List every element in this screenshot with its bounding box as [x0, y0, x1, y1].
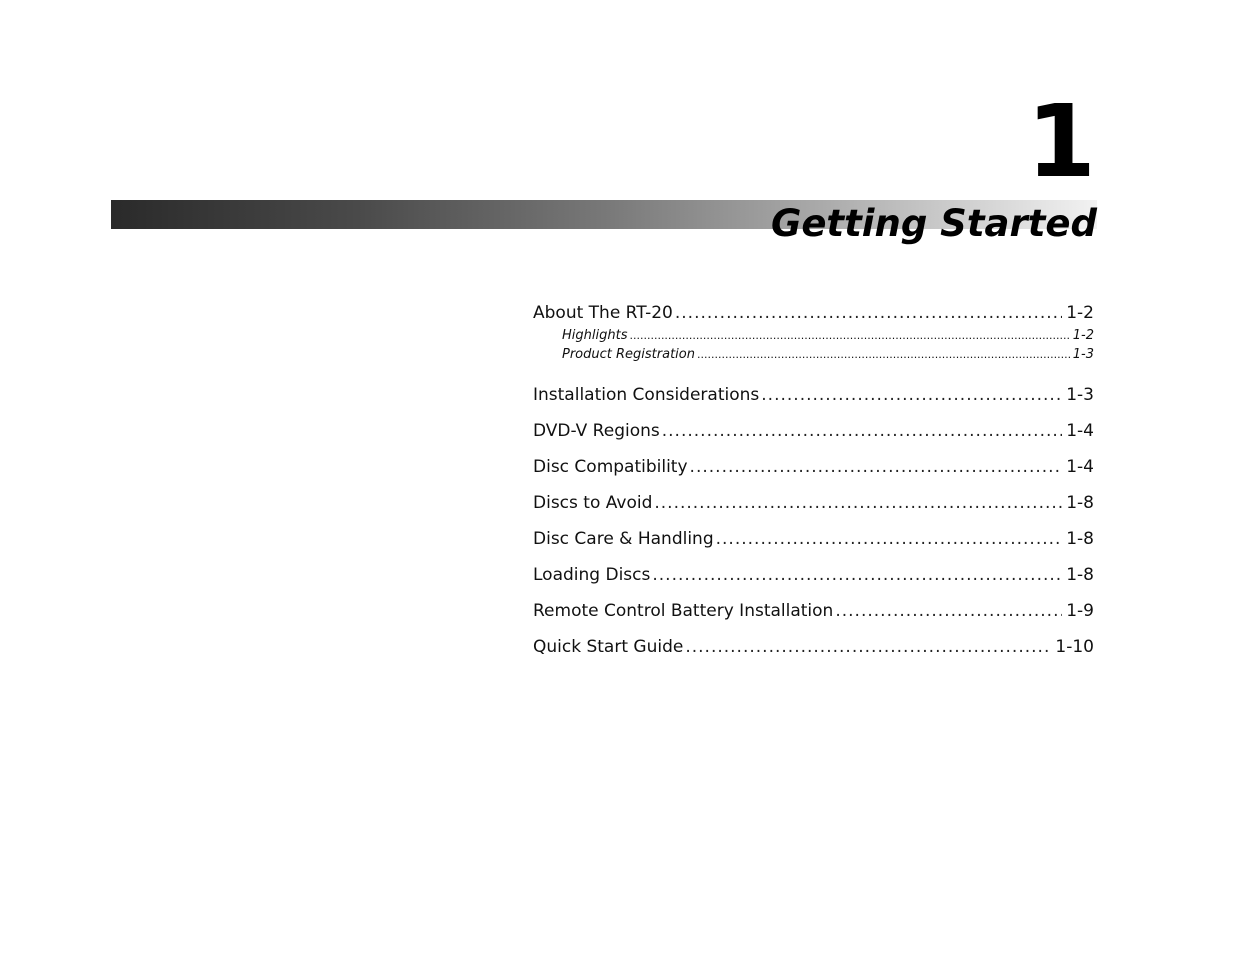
toc-entry-page: 1-4 — [1066, 457, 1094, 477]
toc-entry-label: Quick Start Guide — [533, 637, 684, 657]
toc-entry-discs-to-avoid[interactable] — [533, 490, 1094, 526]
toc-entry-compatibility[interactable] — [533, 454, 1094, 490]
toc-leader-dots — [652, 562, 1062, 588]
toc-entry-label: About The RT-20 — [533, 303, 673, 323]
toc-subentry-highlights[interactable] — [562, 326, 1094, 345]
toc-leader-dots — [690, 454, 1063, 480]
toc-leader-dots — [716, 526, 1063, 552]
chapter-title: Getting Started — [770, 202, 1097, 245]
toc-entry-regions[interactable] — [533, 418, 1094, 454]
toc-entry-page: 1-9 — [1066, 601, 1094, 621]
toc-entry-installation[interactable] — [533, 382, 1094, 418]
toc-entry-label: Disc Compatibility — [533, 457, 688, 477]
toc-leader-dots — [654, 490, 1062, 516]
toc-subentry-label: Product Registration — [562, 347, 695, 362]
toc-entry-label: Discs to Avoid — [533, 493, 653, 513]
toc-entry-page: 1-8 — [1066, 529, 1094, 549]
toc-entry-page: 1-10 — [1055, 637, 1094, 657]
toc-subentry-page: 1-3 — [1072, 347, 1094, 362]
toc-entry-page: 1-3 — [1066, 385, 1094, 405]
toc-leader-dots — [662, 418, 1062, 444]
toc-entry-label: Installation Considerations — [533, 385, 760, 405]
toc-subentries — [533, 326, 1094, 364]
toc-entry-quick-start[interactable] — [533, 634, 1094, 670]
toc-entry-label: Disc Care & Handling — [533, 529, 714, 549]
toc-entry-page: 1-8 — [1066, 565, 1094, 585]
toc-leader-dots — [835, 598, 1062, 624]
toc-entry-page: 1-4 — [1066, 421, 1094, 441]
toc-entry-label: Loading Discs — [533, 565, 651, 585]
toc-leader-dots — [629, 326, 1070, 345]
chapter-number: 1 — [1026, 83, 1094, 200]
toc-leader-dots — [675, 300, 1062, 326]
toc-entry-about[interactable] — [533, 300, 1094, 326]
toc-leader-dots — [761, 382, 1062, 408]
table-of-contents — [533, 300, 1094, 670]
toc-entry-page: 1-8 — [1066, 493, 1094, 513]
toc-entry-disc-care[interactable] — [533, 526, 1094, 562]
toc-entry-loading-discs[interactable] — [533, 562, 1094, 598]
toc-subentry-page: 1-2 — [1072, 328, 1094, 343]
toc-subentry-label: Highlights — [562, 328, 628, 343]
toc-entry-label: Remote Control Battery Installation — [533, 601, 834, 621]
toc-entry-battery-installation[interactable] — [533, 598, 1094, 634]
toc-subentry-product-registration[interactable] — [562, 345, 1094, 364]
toc-leader-dots — [697, 345, 1071, 364]
toc-entry-page: 1-2 — [1066, 303, 1094, 323]
toc-leader-dots — [685, 634, 1051, 660]
toc-entry-label: DVD-V Regions — [533, 421, 660, 441]
